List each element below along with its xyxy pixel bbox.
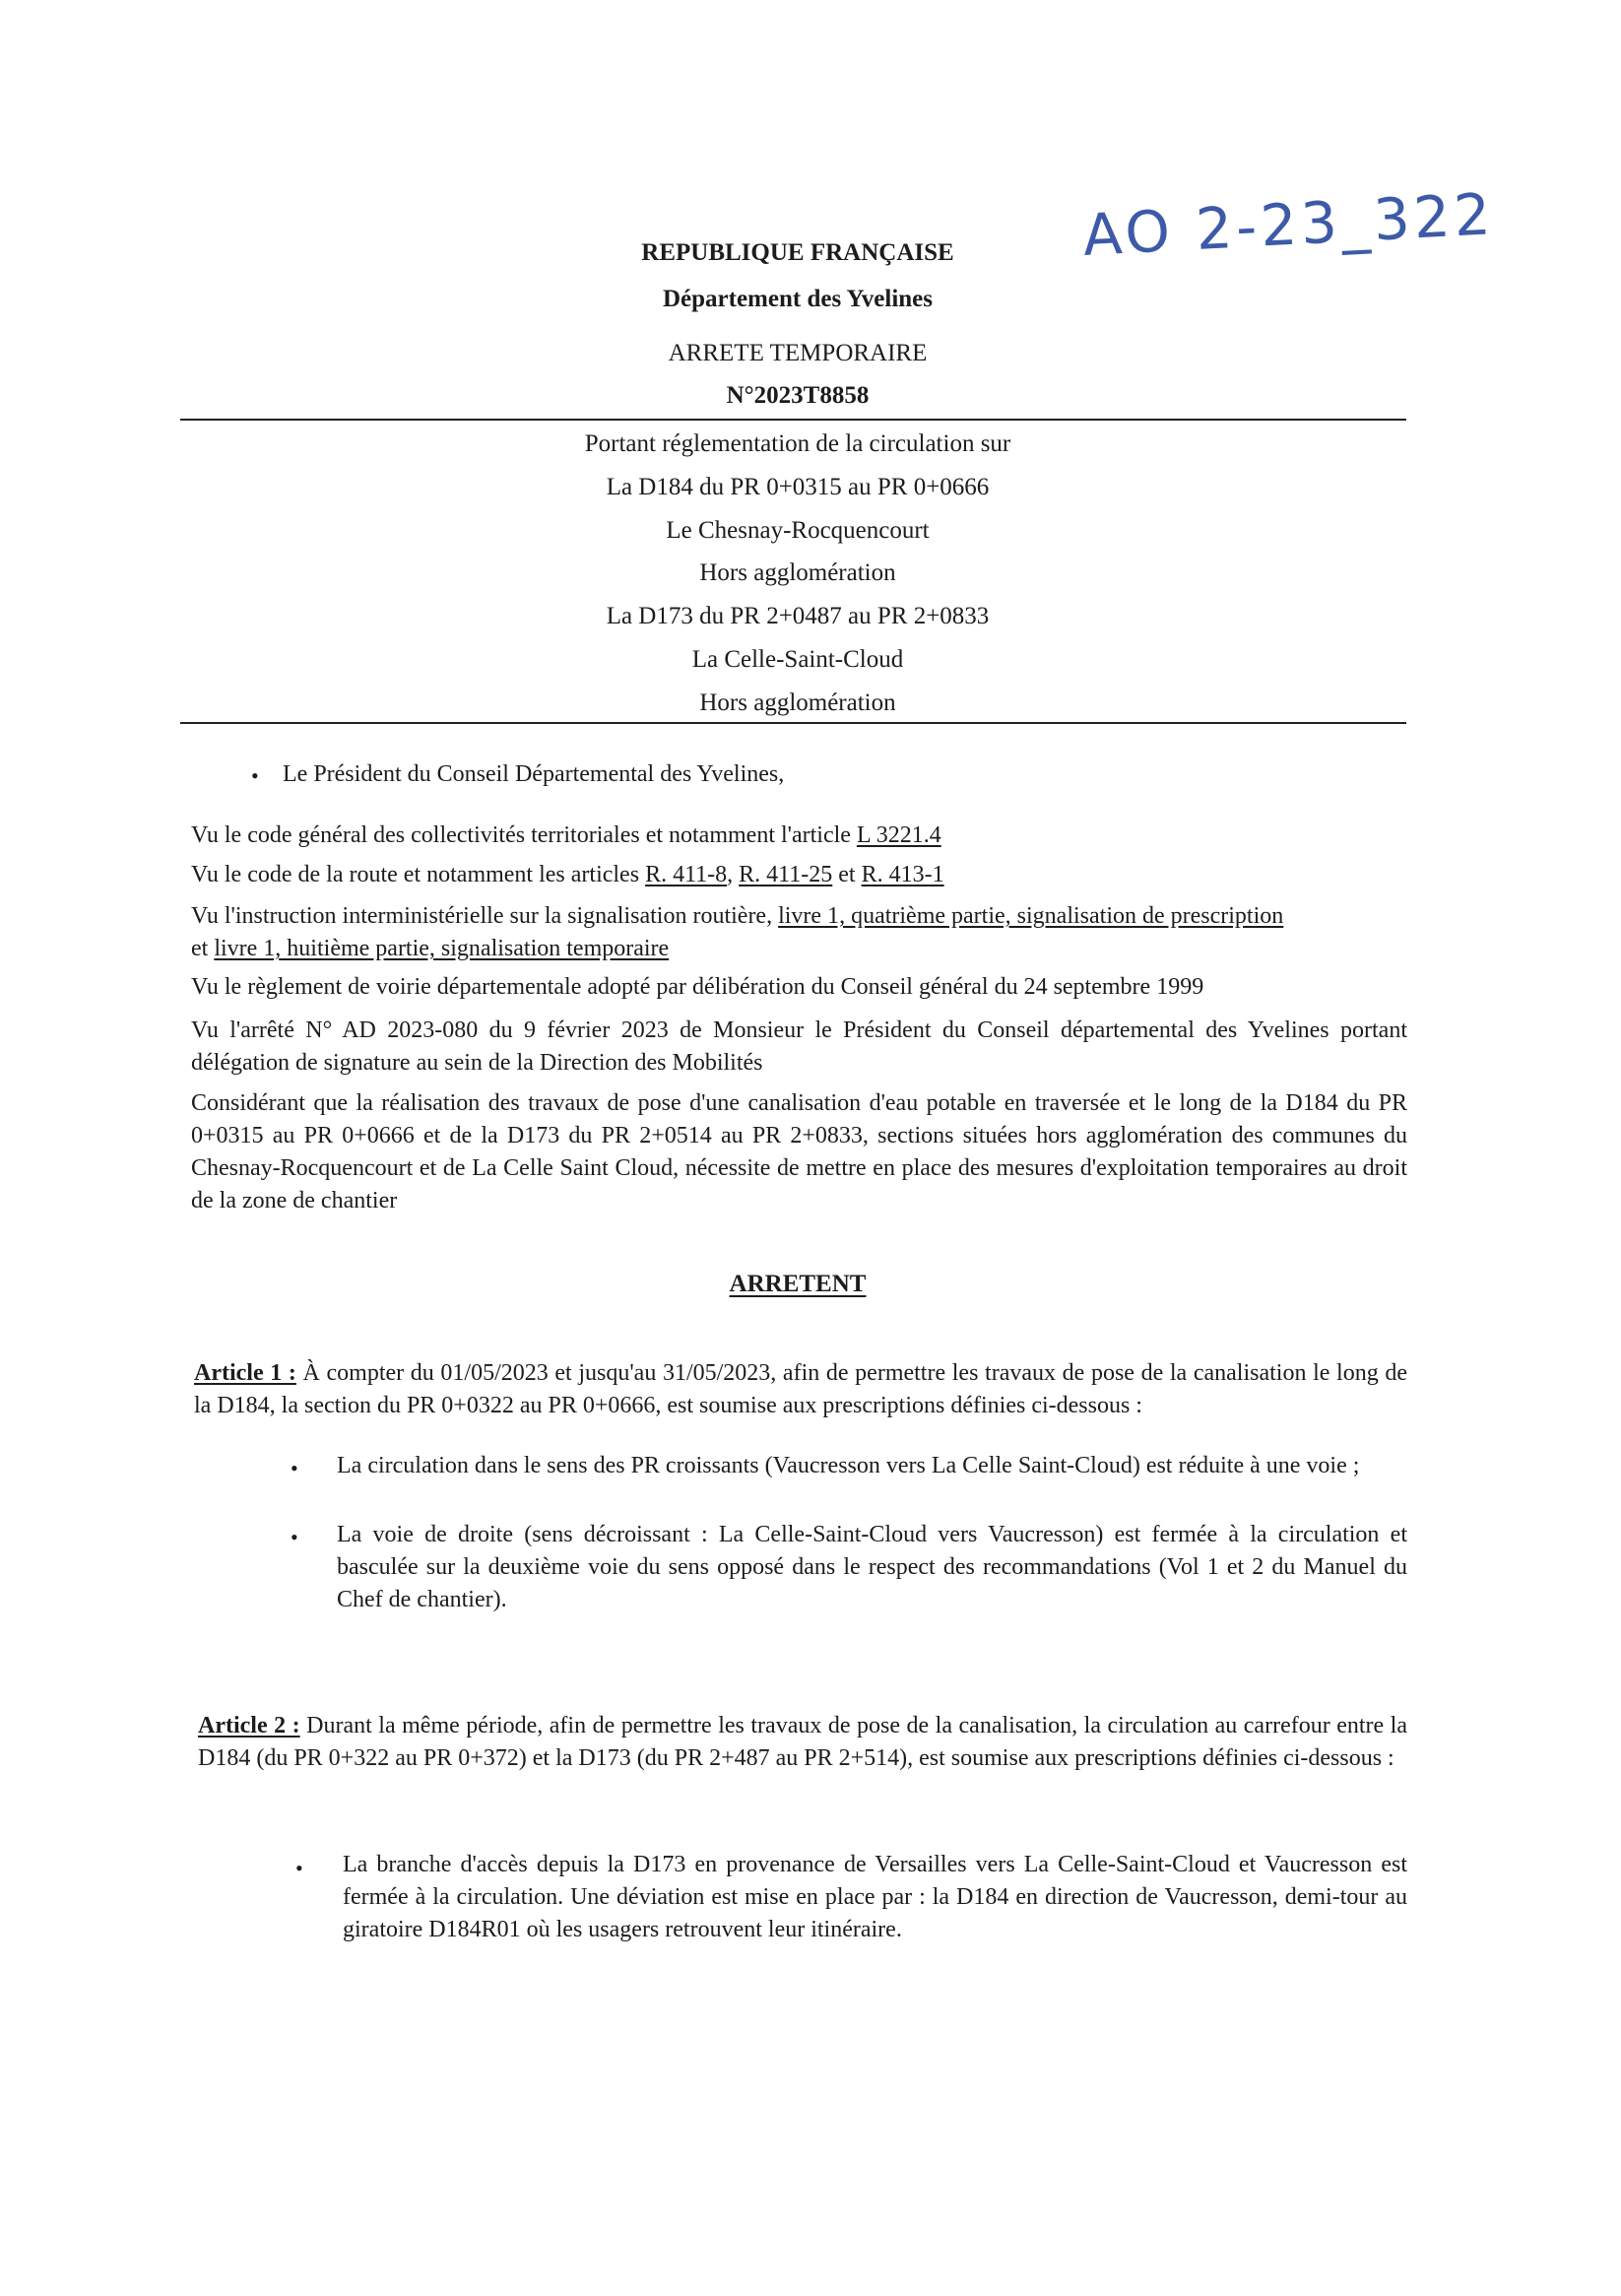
article-1-label: Article 1 :: [194, 1360, 296, 1386]
order-number: N°2023T8858: [726, 382, 870, 409]
top-divider: [180, 419, 1406, 421]
visa-arrete-delegation: Vu l'arrêté N° AD 2023-080 du 9 février 2023 de Monsieur le Président du Conseil départemental des Yvelines portant délégation de signature au sein de la Direction des Mobilités: [191, 1017, 1407, 1076]
department-name: Département des Yvelines: [662, 286, 934, 312]
subject-line-4: Hors agglomération: [699, 559, 896, 586]
article-2-text: Durant la même période, afin de permettre les travaux de pose de la canalisation, la circulation au carrefour entre la D184 (du PR 0+322 au PR 0+372) et la D173 (du PR 2+487 au PR 2+514), est soumise aux prescriptions définies ci-dessous :: [198, 1713, 1408, 1771]
decision-title: ARRETENT: [729, 1271, 867, 1297]
visa-reglement-voirie: Vu le règlement de voirie départementale adopté par délibération du Conseil général du 24 septembre 1999: [191, 974, 1204, 1000]
bullet-icon: •: [295, 1856, 303, 1880]
subject-line-1: Portant réglementation de la circulation sur: [584, 430, 1011, 457]
link-r411-8[interactable]: R. 411-8: [645, 862, 728, 887]
article-1-item-2: La voie de droite (sens décroissant : La Celle-Saint-Cloud vers Vaucresson) est fermée à la circulation et basculée sur la deuxième voie du sens opposé dans le respect des recommandations (Vol 1 et 2 du Manuel du Chef de chantier).: [337, 1522, 1407, 1612]
link-l3221-4[interactable]: L 3221.4: [856, 822, 941, 848]
bullet-icon: •: [291, 1525, 298, 1549]
visa-2-text: Vu le code de la route et notamment les articles: [191, 862, 640, 887]
handwritten-reference: AO 2-23_322: [1080, 180, 1496, 269]
visa-instruction: [191, 900, 1407, 965]
subject-line-5: La D173 du PR 2+0487 au PR 2+0833: [606, 603, 990, 629]
article-2-item-1: La branche d'accès depuis la D173 en provenance de Versailles vers La Celle-Saint-Cloud et Vaucresson est fermée à la circulation. Une déviation est mise en place par : la D184 en direction de Vaucresson, demi-tour au giratoire D184R01 où les usagers retrouvent leur itinéraire.: [343, 1852, 1407, 1942]
bullet-icon: •: [251, 763, 259, 788]
link-livre1-quatrieme-partie[interactable]: livre 1, quatrième partie, signalisation de prescription: [778, 903, 1284, 929]
article-2-label: Article 2 :: [198, 1713, 300, 1738]
subject-line-3: Le Chesnay-Rocquencourt: [666, 517, 930, 544]
authority-line: Le Président du Conseil Départemental des Yvelines,: [283, 761, 785, 787]
visa-code-route: [191, 859, 944, 891]
article-1-item-1: La circulation dans le sens des PR croissants (Vaucresson vers La Celle Saint-Cloud) est réduite à une voie ;: [337, 1453, 1360, 1478]
link-r413-1[interactable]: R. 413-1: [861, 862, 944, 887]
article-1-paragraph: [194, 1357, 1407, 1422]
visa-2-separator-1: ,: [727, 862, 740, 887]
article-2-paragraph: [198, 1710, 1407, 1775]
order-type: ARRETE TEMPORAIRE: [668, 340, 928, 366]
subject-line-2: La D184 du PR 0+0315 au PR 0+0666: [606, 474, 990, 500]
bottom-divider: [180, 722, 1406, 724]
visa-1-text: Vu le code général des collectivités territoriales et notamment l'article: [191, 822, 851, 848]
visa-3-conjunction: et: [191, 936, 215, 961]
considering-paragraph: Considérant que la réalisation des travaux de pose d'une canalisation d'eau potable en traversée et le long de la D184 du PR 0+0315 au PR 0+0666 et de la D173 du PR 2+0514 au PR 2+0833, sections situées hors agglomération des communes du Chesnay-Rocquencourt et de La Celle Saint Cloud, nécessite de mettre en place des mesures d'exploitation temporaires au droit de la zone de chantier: [191, 1090, 1407, 1214]
visa-2-separator-2: et: [832, 862, 862, 887]
visa-code-collectivites: [191, 820, 941, 852]
bullet-icon: •: [291, 1456, 298, 1480]
article-1-text: À compter du 01/05/2023 et jusqu'au 31/05/2023, afin de permettre les travaux de pose de la canalisation le long de la D184, la section du PR 0+0322 au PR 0+0666, est soumise aux prescriptions définies ci-dessous :: [194, 1360, 1408, 1418]
visa-3-text: Vu l'instruction interministérielle sur la signalisation routière,: [191, 903, 779, 929]
subject-line-6: La Celle-Saint-Cloud: [691, 646, 904, 673]
link-livre1-huitieme-partie[interactable]: livre 1, huitième partie, signalisation temporaire: [214, 936, 670, 961]
link-r411-25[interactable]: R. 411-25: [739, 862, 833, 887]
subject-line-7: Hors agglomération: [699, 689, 896, 716]
republic-title: REPUBLIQUE FRANÇAISE: [641, 239, 954, 266]
